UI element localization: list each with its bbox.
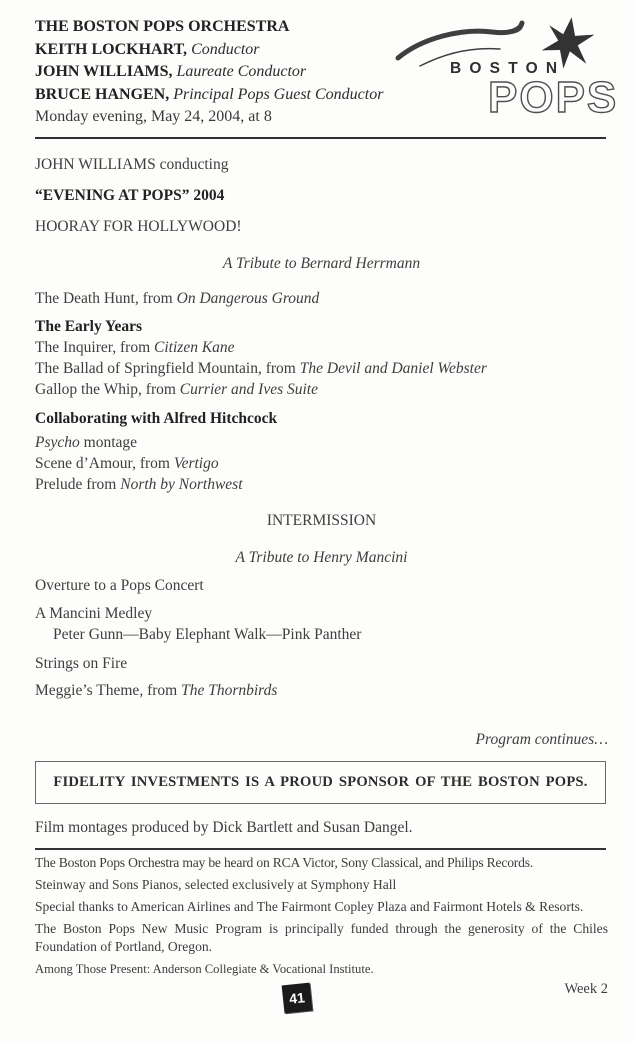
- logo-graphic: [392, 16, 622, 124]
- program-continues: Program continues…: [475, 730, 608, 748]
- film-credit: Film montages produced by Dick Bartlett and Susan Dangel.: [35, 818, 413, 836]
- logo-pops-text: POPS: [488, 73, 619, 122]
- conductor-title: Conductor: [191, 40, 260, 58]
- footer-note: The Boston Pops Orchestra may be heard on RCA Victor, Sony Classical, and Philips Records.: [35, 854, 534, 870]
- page-number-badge: 41: [282, 983, 313, 1014]
- page-header: [35, 16, 619, 129]
- conductor-name: BRUCE HANGEN,: [35, 85, 170, 103]
- attendees-note: Among Those Present: Anderson Collegiate & Vocational Institute.: [35, 961, 374, 976]
- footer-note: The Boston Pops New Music Program is principally funded through the generosity of the Chiles Foundation of Portland, Oregon.: [35, 920, 608, 954]
- conductor-name: KEITH LOCKHART,: [35, 40, 188, 58]
- logo-boston-text: BOSTON: [450, 60, 566, 77]
- show-title: HOORAY FOR HOLLYWOOD!: [35, 217, 242, 235]
- program-piece: Psycho montage: [35, 433, 138, 451]
- program-piece: The Inquirer, from Citizen Kane: [35, 338, 235, 356]
- conducting-name: JOHN WILLIAMS: [35, 155, 156, 173]
- program-piece: Overture to a Pops Concert: [35, 576, 204, 594]
- medley-detail: Peter Gunn—Baby Elephant Walk—Pink Panther: [53, 625, 362, 643]
- conductor-name: JOHN WILLIAMS,: [35, 63, 173, 80]
- footer-divider: [35, 848, 606, 850]
- conductor-title: Laureate Conductor: [176, 63, 307, 80]
- tribute-heading-herrmann: A Tribute to Bernard Herrmann: [222, 254, 421, 272]
- footer-note: Steinway and Sons Pianos, selected exclusively at Symphony Hall: [35, 876, 397, 892]
- sponsor-banner: FIDELITY INVESTMENTS IS A PROUD SPONSOR OF THE BOSTON POPS.: [35, 761, 606, 804]
- program-piece: Prelude from North by Northwest: [35, 475, 243, 493]
- week-label: Week 2: [564, 980, 608, 997]
- series-title: “EVENING AT POPS” 2004: [35, 186, 225, 204]
- program-piece: Scene d’Amour, from Vertigo: [35, 454, 219, 472]
- boston-pops-logo: [392, 16, 622, 124]
- program-piece: The Ballad of Springfield Mountain, from The Devil and Daniel Webster: [35, 359, 487, 377]
- group-heading-hitchcock: Collaborating with Alfred Hitchcock: [35, 409, 278, 427]
- footer-note: Special thanks to American Airlines and The Fairmont Copley Plaza and Fairmont Hotels & Resorts.: [35, 898, 584, 914]
- group-heading-early-years: The Early Years: [35, 317, 143, 335]
- program-piece: Gallop the Whip, from Currier and Ives Suite: [35, 380, 318, 398]
- conductor-title: Principal Pops Guest Conductor: [173, 85, 384, 103]
- program-piece: The Death Hunt, from On Dangerous Ground: [35, 289, 320, 307]
- conducting-line: JOHN WILLIAMS conducting: [35, 155, 229, 173]
- tribute-heading-mancini: A Tribute to Henry Mancini: [235, 548, 408, 566]
- concert-date: Monday evening, May 24, 2004, at 8: [35, 108, 272, 125]
- program-piece: Strings on Fire: [35, 654, 128, 672]
- program-piece: Meggie’s Theme, from The Thornbirds: [35, 681, 278, 699]
- intermission-label: INTERMISSION: [266, 511, 377, 529]
- header-divider: [35, 137, 606, 139]
- program-piece: A Mancini Medley: [35, 604, 153, 622]
- orchestra-name: THE BOSTON POPS ORCHESTRA: [35, 18, 290, 35]
